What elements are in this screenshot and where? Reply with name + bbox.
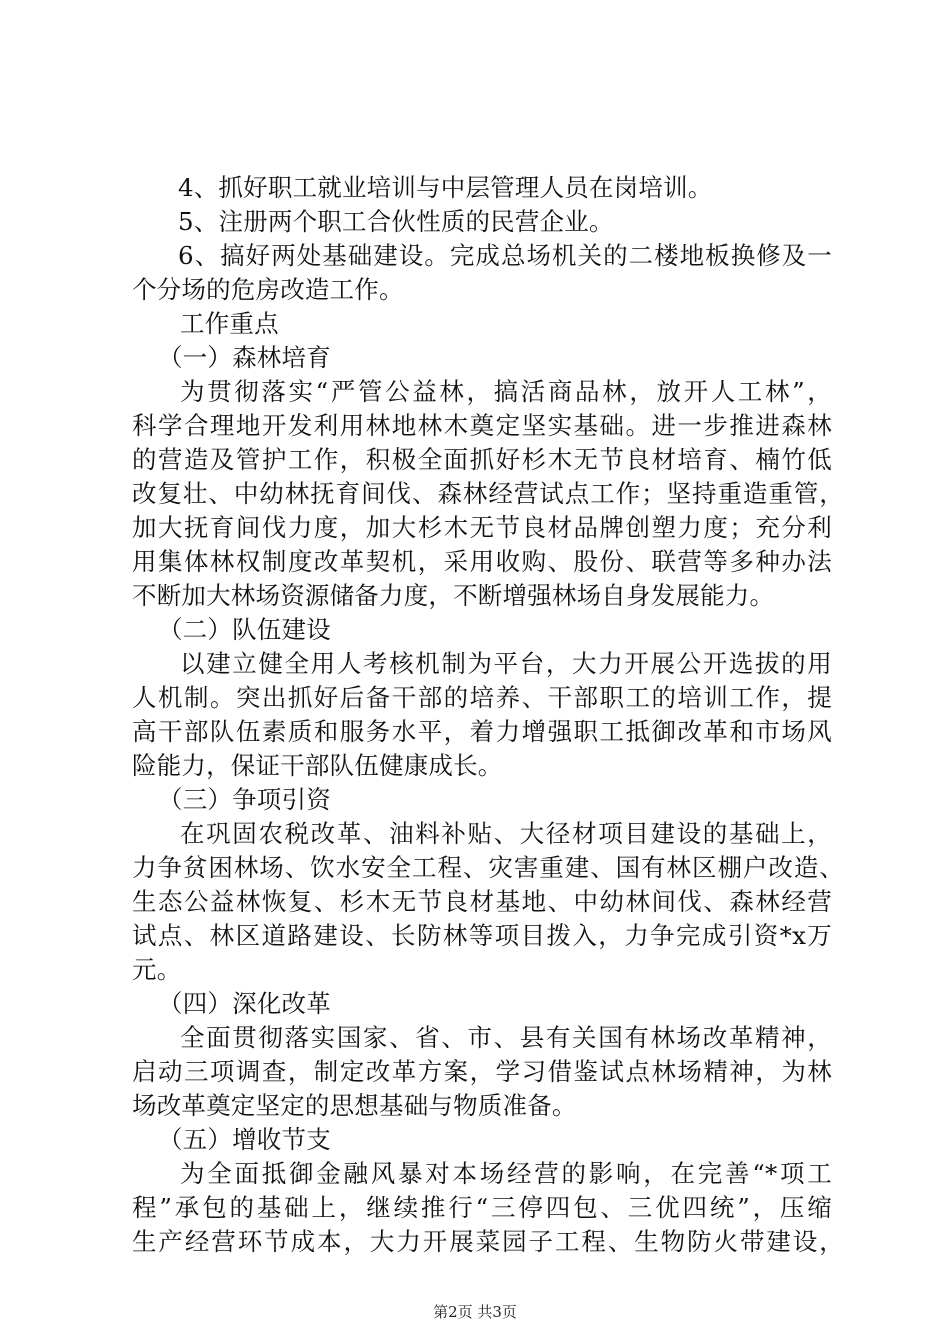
section-heading: （二）队伍建设 (158, 615, 331, 644)
text-line: 程”承包的基础上，继续推行“三停四包、三优四统”，压缩 (132, 1193, 832, 1222)
text-line: 4、抓好职工就业培训与中层管理人员在岗培训。 (178, 173, 713, 202)
text-line: 为贯彻落实“严管公益林，搞活商品林，放开人工林”， (180, 377, 832, 406)
text-line: 为全面抵御金融风暴对本场经营的影响，在完善“*项工 (180, 1159, 832, 1188)
section-heading: （一）森林培育 (158, 343, 331, 372)
section-heading: （三）争项引资 (158, 785, 331, 814)
section-heading: （五）增收节支 (158, 1125, 331, 1154)
text-line: 启动三项调查，制定改革方案，学习借鉴试点林场精神，为林 (132, 1057, 832, 1086)
text-line: 不断加大林场资源储备力度，不断增强林场自身发展能力。 (132, 581, 775, 610)
text-line: 加大抚育间伐力度，加大杉木无节良材品牌创塑力度；充分利 (132, 513, 832, 542)
text-line: 全面贯彻落实国家、省、市、县有关国有林场改革精神， (180, 1023, 832, 1052)
text-line: 场改革奠定坚定的思想基础与物质准备。 (132, 1091, 577, 1120)
page-number: 第2页 共3页 (433, 1303, 517, 1321)
text-line: 人机制。突出抓好后备干部的培养、干部职工的培训工作，提 (132, 683, 832, 712)
text-line: 改复壮、中幼林抚育间伐、森林经营试点工作；坚持重造重管， (132, 479, 844, 508)
text-line: 险能力，保证干部队伍健康成长。 (132, 751, 503, 780)
text-line: 个分场的危房改造工作。 (132, 275, 404, 304)
text-line: 用集体林权制度改革契机，采用收购、股份、联营等多种办法 (132, 547, 832, 576)
text-line: 高干部队伍素质和服务水平，着力增强职工抵御改革和市场风 (132, 717, 832, 746)
text-line: 力争贫困林场、饮水安全工程、灾害重建、国有林区棚户改造、 (132, 853, 844, 882)
text-line: 在巩固农税改革、油料补贴、大径材项目建设的基础上， (180, 819, 832, 848)
text-line: 5、注册两个职工合伙性质的民营企业。 (178, 207, 614, 236)
section-heading: 工作重点 (180, 309, 279, 338)
text-line: 生态公益林恢复、杉木无节良材基地、中幼林间伐、森林经营 (132, 887, 832, 916)
text-line: 6、搞好两处基础建设。完成总场机关的二楼地板换修及一 (178, 241, 832, 270)
text-line: 生产经营环节成本，大力开展菜园子工程、生物防火带建设， (132, 1227, 844, 1256)
section-heading: （四）深化改革 (158, 989, 331, 1018)
text-line: 的营造及管护工作，积极全面抓好杉木无节良材培育、楠竹低 (132, 445, 832, 474)
text-line: 元。 (132, 955, 182, 984)
text-line: 试点、林区道路建设、长防林等项目拨入，力争完成引资*x万 (132, 921, 832, 950)
text-line: 科学合理地开发利用林地林木奠定坚实基础。进一步推进森林 (132, 411, 832, 440)
text-line: 以建立健全用人考核机制为平台，大力开展公开选拔的用 (180, 649, 832, 678)
